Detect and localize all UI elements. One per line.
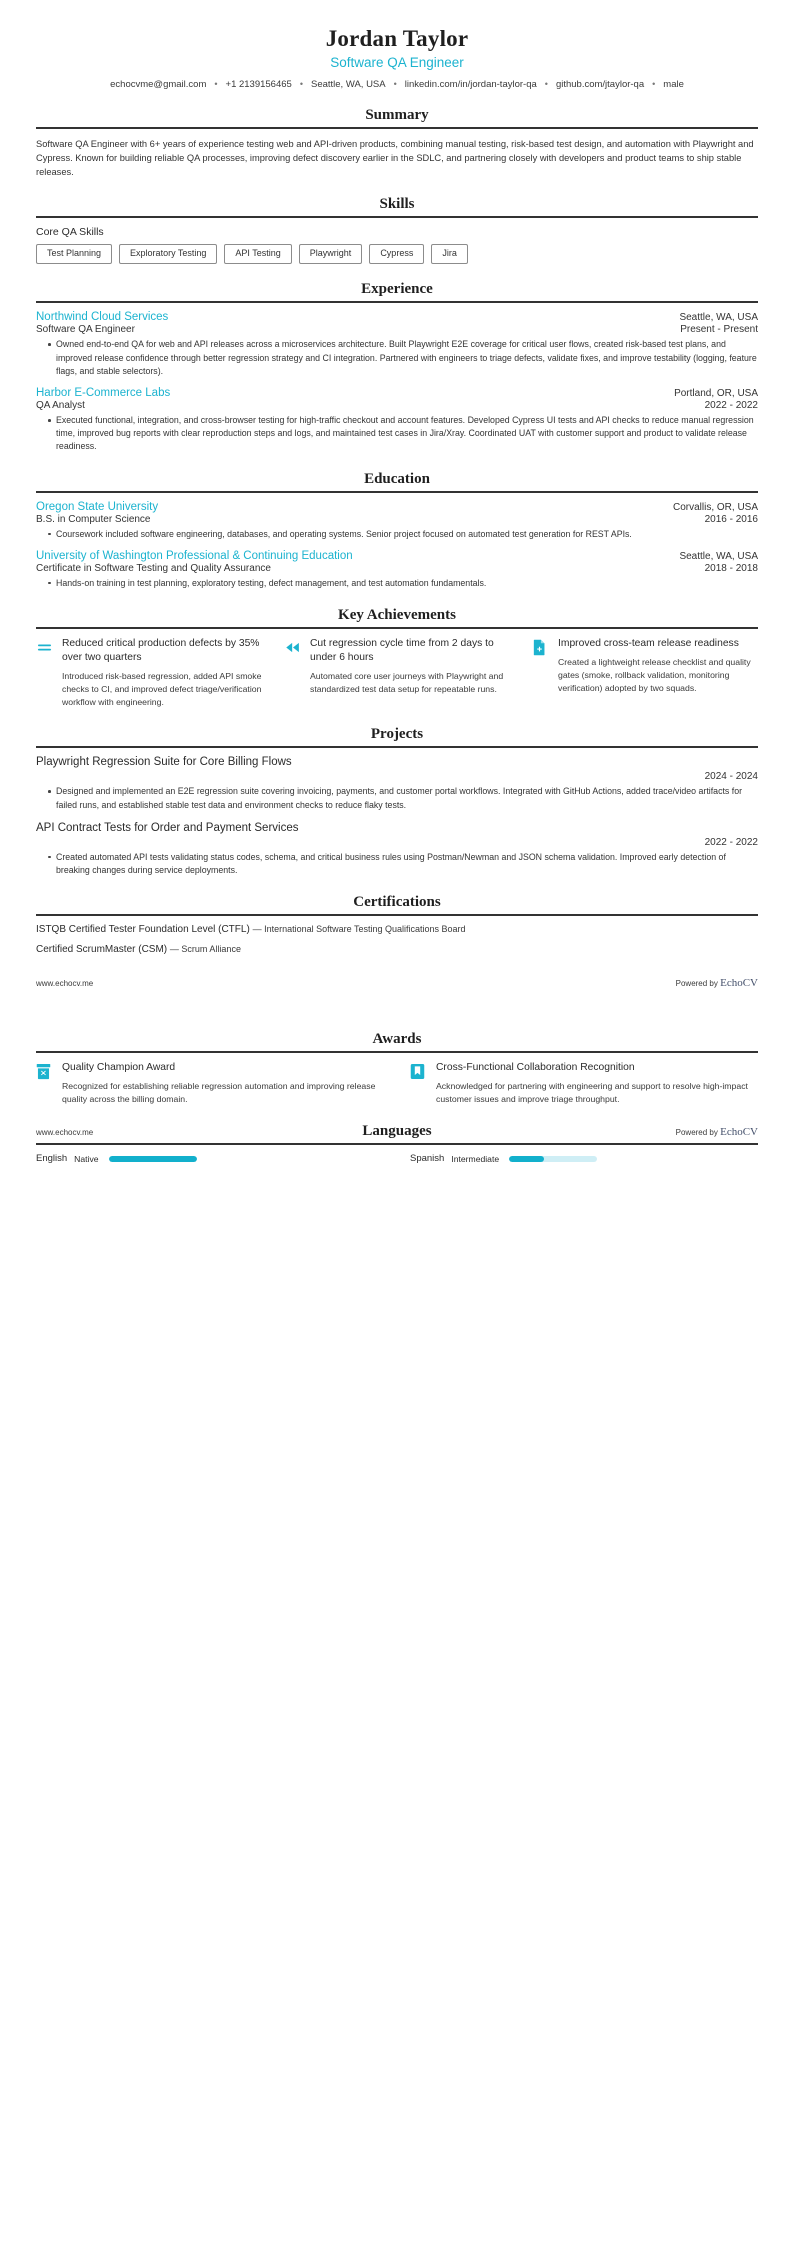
project-bullet: Designed and implemented an E2E regression suite covering invoicing, payments, and customer portal workflows. Integrated with GitHub Actions, added trace/video artifacts for failed runs, and established stable test data and environment checks to reduce flaky tests. [48, 785, 758, 811]
key-achievement-description: Created a lightweight release checklist and quality gates (smoke, rollback validation, monitoring verification) adopted by two squads. [558, 656, 751, 694]
certification-row [36, 924, 758, 935]
section-title-key-achievements: Key Achievements [338, 606, 456, 623]
language-name: English [36, 1153, 68, 1165]
key-achievement-item [532, 637, 758, 709]
page-footer-bottom [36, 1126, 758, 1138]
contact-item[interactable]: male [663, 79, 684, 90]
section-title-experience: Experience [361, 281, 433, 298]
footer-brand [676, 1126, 758, 1138]
education-bullet-list [36, 528, 758, 541]
language-level: Intermediate [451, 1153, 500, 1164]
award-title: Cross-Functional Collaboration Recognition [436, 1062, 635, 1074]
experience-dates: 2022 - 2022 [704, 399, 758, 411]
award-item [36, 1061, 384, 1106]
contact-separator: • [299, 79, 303, 89]
language-name: Spanish [410, 1153, 445, 1165]
award-description: Acknowledged for partnering with engineering and support to resolve high-impact customer issues and improve triage throughput. [436, 1080, 748, 1105]
entry-header-row [36, 311, 758, 323]
entry-header-row [36, 550, 758, 562]
education-bullet-list [36, 577, 758, 590]
equals-lines-icon [36, 637, 53, 656]
experience-entry [36, 311, 758, 378]
skill-tag[interactable]: Jira [431, 244, 468, 264]
experience-dates: Present - Present [680, 324, 758, 336]
experience-title: Software QA Engineer [36, 324, 135, 336]
section-education [36, 471, 758, 590]
skill-group-name: Core QA Skills [36, 226, 104, 239]
award-list [36, 1061, 758, 1106]
certification-dash: — [252, 924, 265, 935]
language-item [36, 1153, 384, 1164]
education-organization[interactable]: Oregon State University [36, 500, 159, 513]
section-awards [36, 1031, 758, 1106]
section-key-achievements [36, 607, 758, 709]
language-level: Native [74, 1153, 99, 1164]
education-organization[interactable]: University of Washington Professional & Continuing Education [36, 549, 353, 562]
section-divider [36, 1051, 758, 1053]
footer-site-url[interactable]: www.echocv.me [36, 1127, 94, 1137]
key-achievement-body [310, 637, 510, 696]
contact-separator: • [544, 79, 548, 89]
contact-item[interactable]: github.com/jtaylor-qa [555, 79, 645, 90]
section-divider [36, 914, 758, 916]
key-achievement-list [36, 637, 758, 709]
footer-powered-label: Powered by [675, 979, 718, 989]
skill-tag[interactable]: Cypress [369, 244, 424, 264]
language-proficiency-fill [509, 1156, 544, 1162]
skill-tag[interactable]: Exploratory Testing [119, 244, 217, 264]
project-entry [36, 822, 758, 877]
experience-entry [36, 387, 758, 454]
candidate-name: Jordan Taylor [325, 26, 469, 51]
project-bullet: Created automated API tests validating status codes, schema, and critical business rules using Postman/Newman and JSON schema validation. Improved early detection of breaking changes during service deployments. [48, 851, 758, 877]
section-certifications [36, 894, 758, 955]
skill-tag[interactable]: Playwright [299, 244, 363, 264]
certifications-list [36, 924, 758, 955]
resume-header [36, 0, 758, 90]
project-bullet-list [36, 785, 758, 811]
entry-header-row [36, 501, 758, 513]
footer-brand-name: EchoCV [720, 977, 758, 990]
entry-header-row [36, 387, 758, 399]
section-divider [36, 627, 758, 629]
section-title-languages: Languages [362, 1123, 432, 1140]
key-achievement-description: Automated core user journeys with Playwright and standardized test data setup for repeatable runs. [310, 670, 504, 694]
education-dates: 2018 - 2018 [704, 562, 758, 574]
education-location: Corvallis, OR, USA [672, 501, 758, 513]
certification-name: ISTQB Certified Tester Foundation Level (CTFL) [36, 924, 253, 936]
education-location: Seattle, WA, USA [679, 550, 758, 562]
skill-tag-list [36, 244, 758, 264]
page-footer-mid [36, 977, 758, 989]
experience-bullet: Owned end-to-end QA for web and API releases across a microservices architecture. Built Playwright E2E coverage for critical user flows, created risk-based test plans, and improved release confidence through better regression strategy and CI integration. Partnered with engineers to triage defects, validate fixes, and improve testability (logging, feature flags, and stable selectors). [48, 338, 758, 378]
section-skills [36, 196, 758, 264]
section-divider [36, 301, 758, 303]
section-experience [36, 281, 758, 453]
summary-text: Software QA Engineer with 6+ years of experience testing web and API-driven products, combining manual testing, risk-based test design, and automation with Playwright and Cypress. Known for building reliable QA processes, improving defect discovery earlier in the SDLC, and partnering closely with developers and product teams to ship stable releases. [36, 139, 754, 178]
certification-name: Certified ScrumMaster (CSM) [36, 944, 170, 956]
education-title: Certificate in Software Testing and Quality Assurance [36, 562, 271, 574]
project-bullet-list [36, 851, 758, 877]
language-list [36, 1153, 758, 1164]
certification-dash: — [169, 944, 182, 955]
project-entry [36, 756, 758, 811]
experience-bullet-list [36, 414, 758, 454]
section-title-education: Education [364, 470, 430, 487]
project-name: API Contract Tests for Order and Payment Services [36, 821, 299, 834]
education-title: B.S. in Computer Science [36, 513, 151, 525]
education-bullet: Hands-on training in test planning, exploratory testing, defect management, and test automation fundamentals. [48, 577, 758, 590]
experience-location: Seattle, WA, USA [679, 312, 758, 324]
education-entry [36, 550, 758, 590]
footer-brand-name: EchoCV [720, 1126, 758, 1139]
section-divider [36, 127, 758, 129]
contact-item[interactable]: +1 2139156465 [225, 79, 292, 90]
file-plus-icon [532, 637, 549, 656]
section-divider [36, 491, 758, 493]
section-divider [36, 216, 758, 218]
project-name: Playwright Regression Suite for Core Billing Flows [36, 756, 292, 769]
experience-bullet-list [36, 338, 758, 378]
contact-separator: • [652, 79, 656, 89]
experience-bullet: Executed functional, integration, and cross-browser testing for high-traffic checkout and account features. Developed Cypress UI tests and API checks to reduce manual regression time, improved bug reports with clear reproduction steps and logs, and maintained test cases in Jira/Xray. Coordinated UAT with customer support and product to validate release readiness. [48, 414, 758, 454]
experience-organization[interactable]: Northwind Cloud Services [36, 311, 169, 324]
certification-row [36, 944, 758, 955]
education-entry [36, 501, 758, 541]
entry-subheader-row [36, 323, 758, 335]
language-item [410, 1153, 758, 1164]
section-projects [36, 726, 758, 877]
award-title: Quality Champion Award [62, 1062, 176, 1074]
award-item [410, 1061, 758, 1106]
language-proficiency-fill [109, 1156, 197, 1162]
key-achievement-title: Reduced critical production defects by 35% over two quarters [62, 637, 260, 663]
education-list [36, 501, 758, 590]
footer-powered-label: Powered by [675, 1128, 718, 1138]
skill-tag[interactable]: Test Planning [36, 244, 112, 264]
key-achievement-title: Improved cross-team release readiness [558, 637, 739, 649]
award-body [62, 1061, 384, 1106]
section-summary [36, 107, 758, 179]
section-divider [36, 1143, 758, 1145]
section-title-summary: Summary [365, 107, 429, 123]
key-achievement-body [62, 637, 262, 709]
project-dates: 2024 - 2024 [704, 771, 758, 783]
certification-issuer: Scrum Alliance [181, 944, 241, 955]
key-achievement-description: Introduced risk-based regression, added API smoke checks to CI, and improved defect triage/verification workflow with engineering. [62, 670, 262, 708]
footer-brand [676, 977, 758, 989]
language-proficiency-bar [509, 1156, 597, 1162]
award-description: Recognized for establishing reliable regression automation and improving release quality across the billing domain. [62, 1080, 376, 1105]
experience-location: Portland, OR, USA [674, 387, 758, 399]
archive-box-icon [36, 1061, 53, 1085]
experience-organization[interactable]: Harbor E-Commerce Labs [36, 386, 171, 399]
section-divider [36, 746, 758, 748]
contact-item[interactable]: echocvme@gmail.com [110, 79, 207, 90]
key-achievement-title: Cut regression cycle time from 2 days to under 6 hours [310, 637, 494, 663]
contact-separator: • [393, 79, 397, 89]
project-dates: 2022 - 2022 [704, 836, 758, 848]
experience-title: QA Analyst [36, 399, 85, 411]
experience-list [36, 311, 758, 453]
candidate-headline: Software QA Engineer [330, 55, 464, 70]
key-achievement-body [558, 637, 758, 696]
contact-item[interactable]: Seattle, WA, USA [310, 79, 386, 90]
entry-subheader-row [36, 562, 758, 574]
projects-list [36, 756, 758, 877]
education-bullet: Coursework included software engineering, databases, and operating systems. Senior project focused on automated test generation for REST APIs. [48, 528, 758, 541]
contact-line [36, 79, 758, 90]
education-dates: 2016 - 2016 [704, 513, 758, 525]
section-title-awards: Awards [372, 1031, 422, 1048]
bookmark-icon [410, 1061, 427, 1085]
key-achievement-item [36, 637, 262, 709]
footer-site-url[interactable]: www.echocv.me [36, 978, 94, 988]
contact-item[interactable]: linkedin.com/in/jordan-taylor-qa [404, 79, 537, 90]
rewind-double-left-arrow-icon [284, 637, 301, 656]
language-proficiency-bar [109, 1156, 197, 1162]
contact-separator: • [214, 79, 218, 89]
certification-issuer: International Software Testing Qualifications Board [264, 924, 466, 935]
key-achievement-item [284, 637, 510, 709]
entry-subheader-row [36, 399, 758, 411]
award-body [436, 1061, 758, 1106]
section-title-projects: Projects [370, 726, 424, 743]
entry-subheader-row [36, 513, 758, 525]
section-title-skills: Skills [379, 196, 415, 213]
skill-tag[interactable]: API Testing [224, 244, 291, 264]
section-title-certifications: Certifications [353, 894, 441, 911]
